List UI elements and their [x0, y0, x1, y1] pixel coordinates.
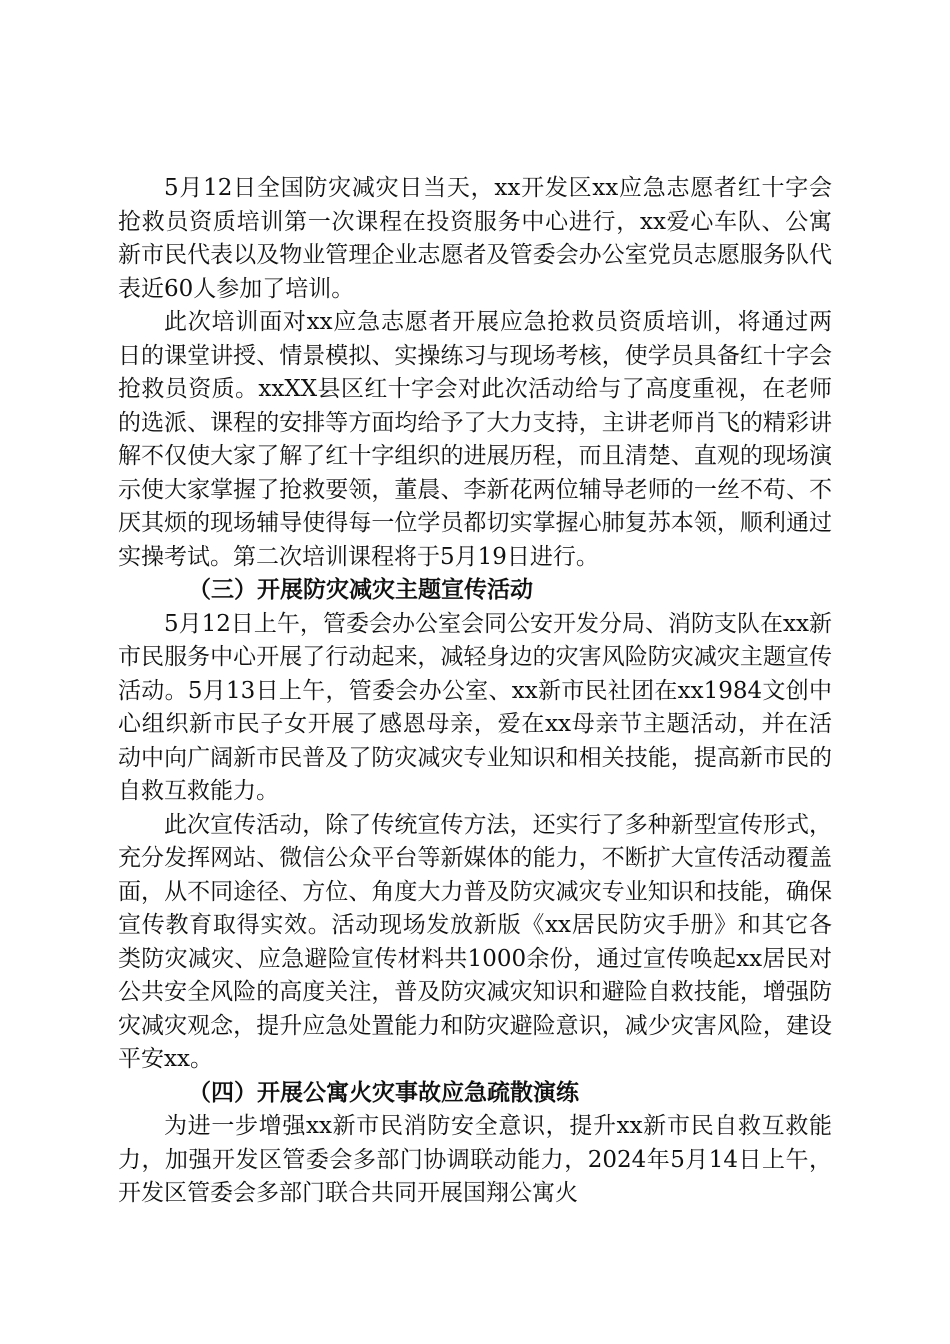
- section-heading-3: （三）开展防灾减灾主题宣传活动: [188, 577, 533, 603]
- section-heading-4: （四）开展公寓火灾事故应急疏散演练: [188, 1079, 579, 1106]
- paragraph-4: 此次宣传活动，除了传统宣传方法，还实行了多种新型宣传形式，充分发挥网站、微信公众平台等新媒体的能力，不断扩大宣传活动覆盖面，从不同途径、方位、角度大力普及防灾减灾专业知识和技能，确保宣传教育取得实效。活动现场发放新版《xx居民防灾手册》和其它各类防灾减灾、应急避险宣传材料共1000余份，通过宣传唤起xx居民对公共安全风险的高度关注，普及防灾减灾知识和避险自救技能，增强防灾减灾观念，提升应急处置能力和防灾避险意识，减少灾害风险，建设平安xx。: [118, 811, 832, 1072]
- document-page: [118, 172, 832, 1211]
- paragraph-1: 5月12日全国防灾减灾日当天，xx开发区xx应急志愿者红十字会抢救员资质培训第一次课程在投资服务中心进行，xx爱心车队、公寓新市民代表以及物业管理企业志愿者及管委会办公室党员志愿服务队代表近60人参加了培训。: [118, 175, 832, 302]
- paragraph-5: 为进一步增强xx新市民消防安全意识，提升xx新市民自救互救能力，加强开发区管委会多部门协调联动能力，2024年5月14日上午，开发区管委会多部门联合共同开展国翔公寓火: [118, 1113, 832, 1206]
- paragraph-3: 5月12日上午，管委会办公室会同公安开发分局、消防支队在xx新市民服务中心开展了行动起来，减轻身边的灾害风险防灾减灾主题宣传活动。5月13日上午，管委会办公室、xx新市民社团在xx1984文创中心组织新市民子女开展了感恩母亲，爱在xx母亲节主题活动，并在活动中向广阔新市民普及了防灾减灾专业知识和相关技能，提高新市民的自救互救能力。: [118, 610, 832, 804]
- paragraph-2: 此次培训面对xx应急志愿者开展应急抢救员资质培训，将通过两日的课堂讲授、情景模拟、实操练习与现场考核，使学员具备红十字会抢救员资质。xxXX县区红十字会对此次活动给与了高度重视，在老师的选派、课程的安排等方面均给予了大力支持，主讲老师肖飞的精彩讲解不仅使大家了解了红十字组织的进展历程，而且清楚、直观的现场演示使大家掌握了抢救要领，董晨、李新花两位辅导老师的一丝不苟、不厌其烦的现场辅导使得每一位学员都切实掌握心肺复苏本领，顺利通过实操考试。第二次培训课程将于5月19日进行。: [118, 309, 832, 570]
